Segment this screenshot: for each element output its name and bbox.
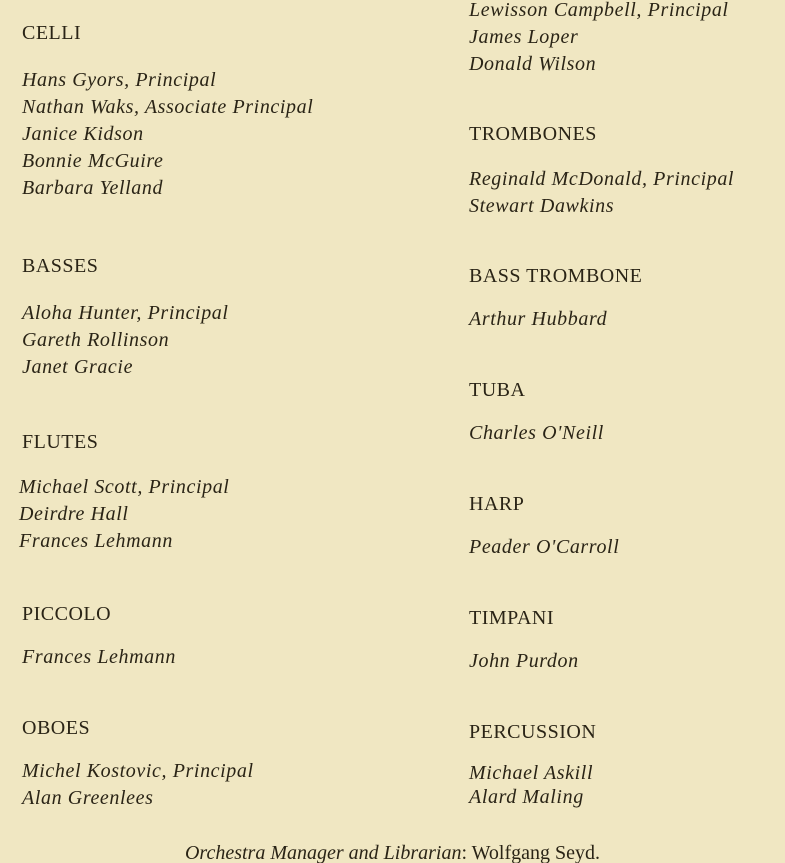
member-list (469, 0, 785, 78)
member-list (469, 306, 785, 333)
section-oboes (22, 716, 442, 812)
member-name: James Loper (469, 26, 579, 48)
member-name: Aloha Hunter, Principal (22, 302, 229, 324)
member-list (22, 644, 442, 671)
section-heading: BASS TROMBONE (469, 265, 643, 287)
member-name: Lewisson Campbell, Principal (469, 0, 729, 21)
manager-separator: : (461, 842, 468, 863)
section-heading: HARP (469, 493, 525, 515)
section-heading: FLUTES (22, 431, 99, 453)
member-list (469, 166, 785, 220)
member-name: Janice Kidson (22, 123, 144, 145)
member-name: Reginald McDonald, Principal (469, 168, 735, 190)
section-timpani (469, 606, 785, 675)
member-list (469, 534, 785, 561)
member-name: Bonnie McGuire (22, 150, 164, 172)
section-heading: TUBA (469, 379, 526, 401)
member-list (469, 648, 785, 675)
section-heading: OBOES (22, 717, 91, 739)
member-list (22, 67, 442, 202)
section-trombones (469, 122, 785, 220)
member-list (469, 761, 785, 809)
section-harp (469, 492, 785, 561)
section-heading: TIMPANI (469, 607, 554, 629)
member-name: Hans Gyors, Principal (22, 69, 217, 91)
member-name: Michael Scott, Principal (19, 476, 230, 498)
section-tuba (469, 378, 785, 447)
section-heading: PERCUSSION (469, 721, 597, 743)
manager-role: Orchestra Manager and Librarian (184, 842, 462, 863)
member-name: Deirdre Hall (19, 503, 129, 525)
member-name: Barbara Yelland (22, 177, 164, 199)
member-name: Frances Lehmann (22, 646, 176, 668)
section-percussion (469, 720, 785, 809)
member-name: Gareth Rollinson (22, 329, 170, 351)
member-list (19, 474, 442, 555)
member-name: Alard Maling (469, 786, 584, 808)
orchestra-manager-line (0, 841, 785, 863)
section-celli (22, 21, 442, 202)
member-name: Stewart Dawkins (469, 195, 615, 217)
member-list (469, 420, 785, 447)
member-name: Frances Lehmann (19, 530, 173, 552)
member-name: John Purdon (469, 650, 579, 672)
member-name: Nathan Waks, Associate Principal (22, 96, 314, 118)
member-name: Alan Greenlees (22, 787, 154, 809)
manager-name: Wolfgang Seyd. (471, 842, 601, 863)
member-name: Michael Askill (469, 762, 594, 784)
section-heading: TROMBONES (469, 123, 597, 145)
member-name: Charles O'Neill (469, 422, 604, 444)
member-list (22, 758, 442, 812)
member-name: Michel Kostovic, Principal (22, 760, 254, 782)
member-name: Janet Gracie (22, 356, 134, 378)
section-flutes (19, 430, 442, 555)
section-heading: BASSES (22, 255, 99, 277)
section-bass-trombone (469, 264, 785, 333)
section-basses (22, 254, 442, 381)
member-list (22, 300, 442, 381)
member-name: Donald Wilson (469, 53, 597, 75)
member-name: Arthur Hubbard (469, 308, 608, 330)
section-heading: CELLI (22, 22, 82, 44)
section-heading: PICCOLO (22, 603, 112, 625)
section-piccolo (22, 602, 442, 671)
member-name: Peader O'Carroll (469, 536, 620, 558)
section-continued (469, 0, 785, 78)
